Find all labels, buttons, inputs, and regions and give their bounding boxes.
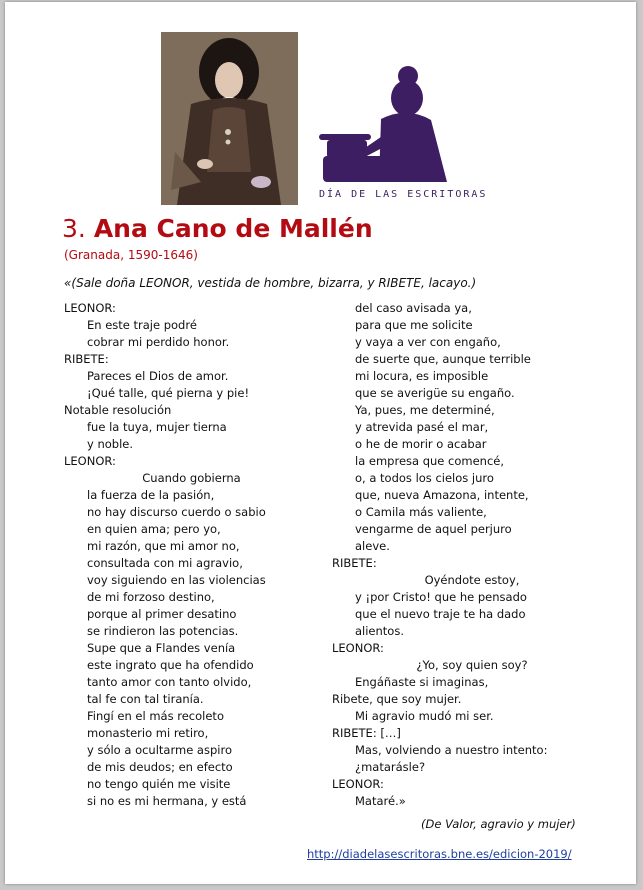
author-name: Ana Cano de Mallén [93, 214, 373, 243]
verse-line: mi razón, que mi amor no, [87, 539, 240, 553]
verse-column-right [332, 300, 582, 810]
verse-line: Cuando gobierna [142, 471, 241, 485]
verse-line: ¡Qué talle, qué pierna y pie! [87, 386, 250, 400]
verse-line: Mi agravio mudó mi ser. [355, 709, 494, 723]
speaker-line: Ribete, que soy mujer. [332, 692, 462, 706]
verse-line: Supe que a Flandes venía [87, 641, 236, 655]
source-citation: (De Valor, agravio y mujer) [421, 817, 576, 831]
verse-line: y ¡por Cristo! que he pensado [355, 590, 527, 604]
author-dates: (Granada, 1590-1646) [64, 248, 198, 262]
verse-line: Fingí en el más recoleto [87, 709, 224, 723]
verse-column-left [64, 300, 319, 810]
verse-line: no tengo quién me visite [87, 777, 231, 791]
verse-line: voy siguiendo en las violencias [87, 573, 266, 587]
verse-line: de suerte que, aunque terrible [355, 352, 531, 366]
verse-line: tal fe con tal tiranía. [87, 692, 204, 706]
portrait-painting [161, 32, 298, 205]
verse-line: la empresa que comencé, [355, 454, 505, 468]
verse-line: mi locura, es imposible [355, 369, 489, 383]
verse-line: fue la tuya, mujer tierna [87, 420, 227, 434]
verse-line: del caso avisada ya, [355, 301, 472, 315]
verse-line: de mis deudos; en efecto [87, 760, 233, 774]
speaker-line: LEONOR: [332, 777, 384, 791]
verse-line: Mataré.» [355, 794, 406, 808]
speaker-line: RIBETE: [64, 352, 109, 366]
verse-line: y sólo a ocultarme aspiro [87, 743, 232, 757]
speaker-line: RIBETE: […] [332, 726, 401, 740]
logo-text: DÍA DE LAS ESCRITORAS [319, 189, 488, 200]
verse-line: y vaya a ver con engaño, [355, 335, 501, 349]
verse-line: o, a todos los cielos juro [355, 471, 494, 485]
page-title [62, 214, 373, 244]
verse-line: para que me solicite [355, 318, 473, 332]
verse-line: y atrevida pasé el mar, [355, 420, 489, 434]
verse-line: en quien ama; pero yo, [87, 522, 221, 536]
verse-line: si no es mi hermana, y está [87, 794, 247, 808]
verse-line: alientos. [355, 624, 404, 638]
verse-line: Ya, pues, me determiné, [355, 403, 495, 417]
verse-line: aleve. [355, 539, 390, 553]
verse-line: se rindieron las potencias. [87, 624, 239, 638]
verse-line: no hay discurso cuerdo o sabio [87, 505, 266, 519]
verse-line: En este traje podré [87, 318, 197, 332]
verse-line: Pareces el Dios de amor. [87, 369, 229, 383]
source-link[interactable]: http://diadelasescritoras.bne.es/edicion-2019/ [307, 847, 572, 861]
stage-direction: «(Sale doña LEONOR, vestida de hombre, bizarra, y RIBETE, lacayo.) [64, 276, 477, 290]
verse-line: Oyéndote estoy, [424, 573, 520, 587]
document-page [5, 2, 636, 884]
verse-line: Mas, volviendo a nuestro intento: [355, 743, 548, 757]
dia-de-las-escritoras-logo [319, 64, 488, 206]
verse-line: y noble. [87, 437, 134, 451]
speaker-line: RIBETE: [332, 556, 377, 570]
speaker-line: LEONOR: [64, 454, 116, 468]
verse-line: ¿Yo, soy quien soy? [416, 658, 528, 672]
verse-line: porque al primer desatino [87, 607, 237, 621]
verse-line: monasterio mi retiro, [87, 726, 209, 740]
verse-line: cobrar mi perdido honor. [87, 335, 230, 349]
verse-line: que se averigüe su engaño. [355, 386, 515, 400]
verse-line: de mi forzoso destino, [87, 590, 215, 604]
verse-line: tanto amor con tanto olvido, [87, 675, 252, 689]
verse-line: este ingrato que ha ofendido [87, 658, 254, 672]
verse-line: que, nueva Amazona, intente, [355, 488, 529, 502]
speaker-line: LEONOR: [332, 641, 384, 655]
verse-line: ¿matarásle? [355, 760, 426, 774]
verse-line: que el nuevo traje te ha dado [355, 607, 526, 621]
verse-line: consultada con mi agravio, [87, 556, 243, 570]
verse-line: vengarme de aquel perjuro [355, 522, 512, 536]
verse-line: Engáñaste si imaginas, [355, 675, 489, 689]
speaker-line: Notable resolución [64, 403, 172, 417]
section-number: 3. [62, 214, 86, 243]
speaker-line: LEONOR: [64, 301, 116, 315]
verse-line: o he de morir o acabar [355, 437, 487, 451]
verse-line: la fuerza de la pasión, [87, 488, 215, 502]
verse-line: o Camila más valiente, [355, 505, 487, 519]
